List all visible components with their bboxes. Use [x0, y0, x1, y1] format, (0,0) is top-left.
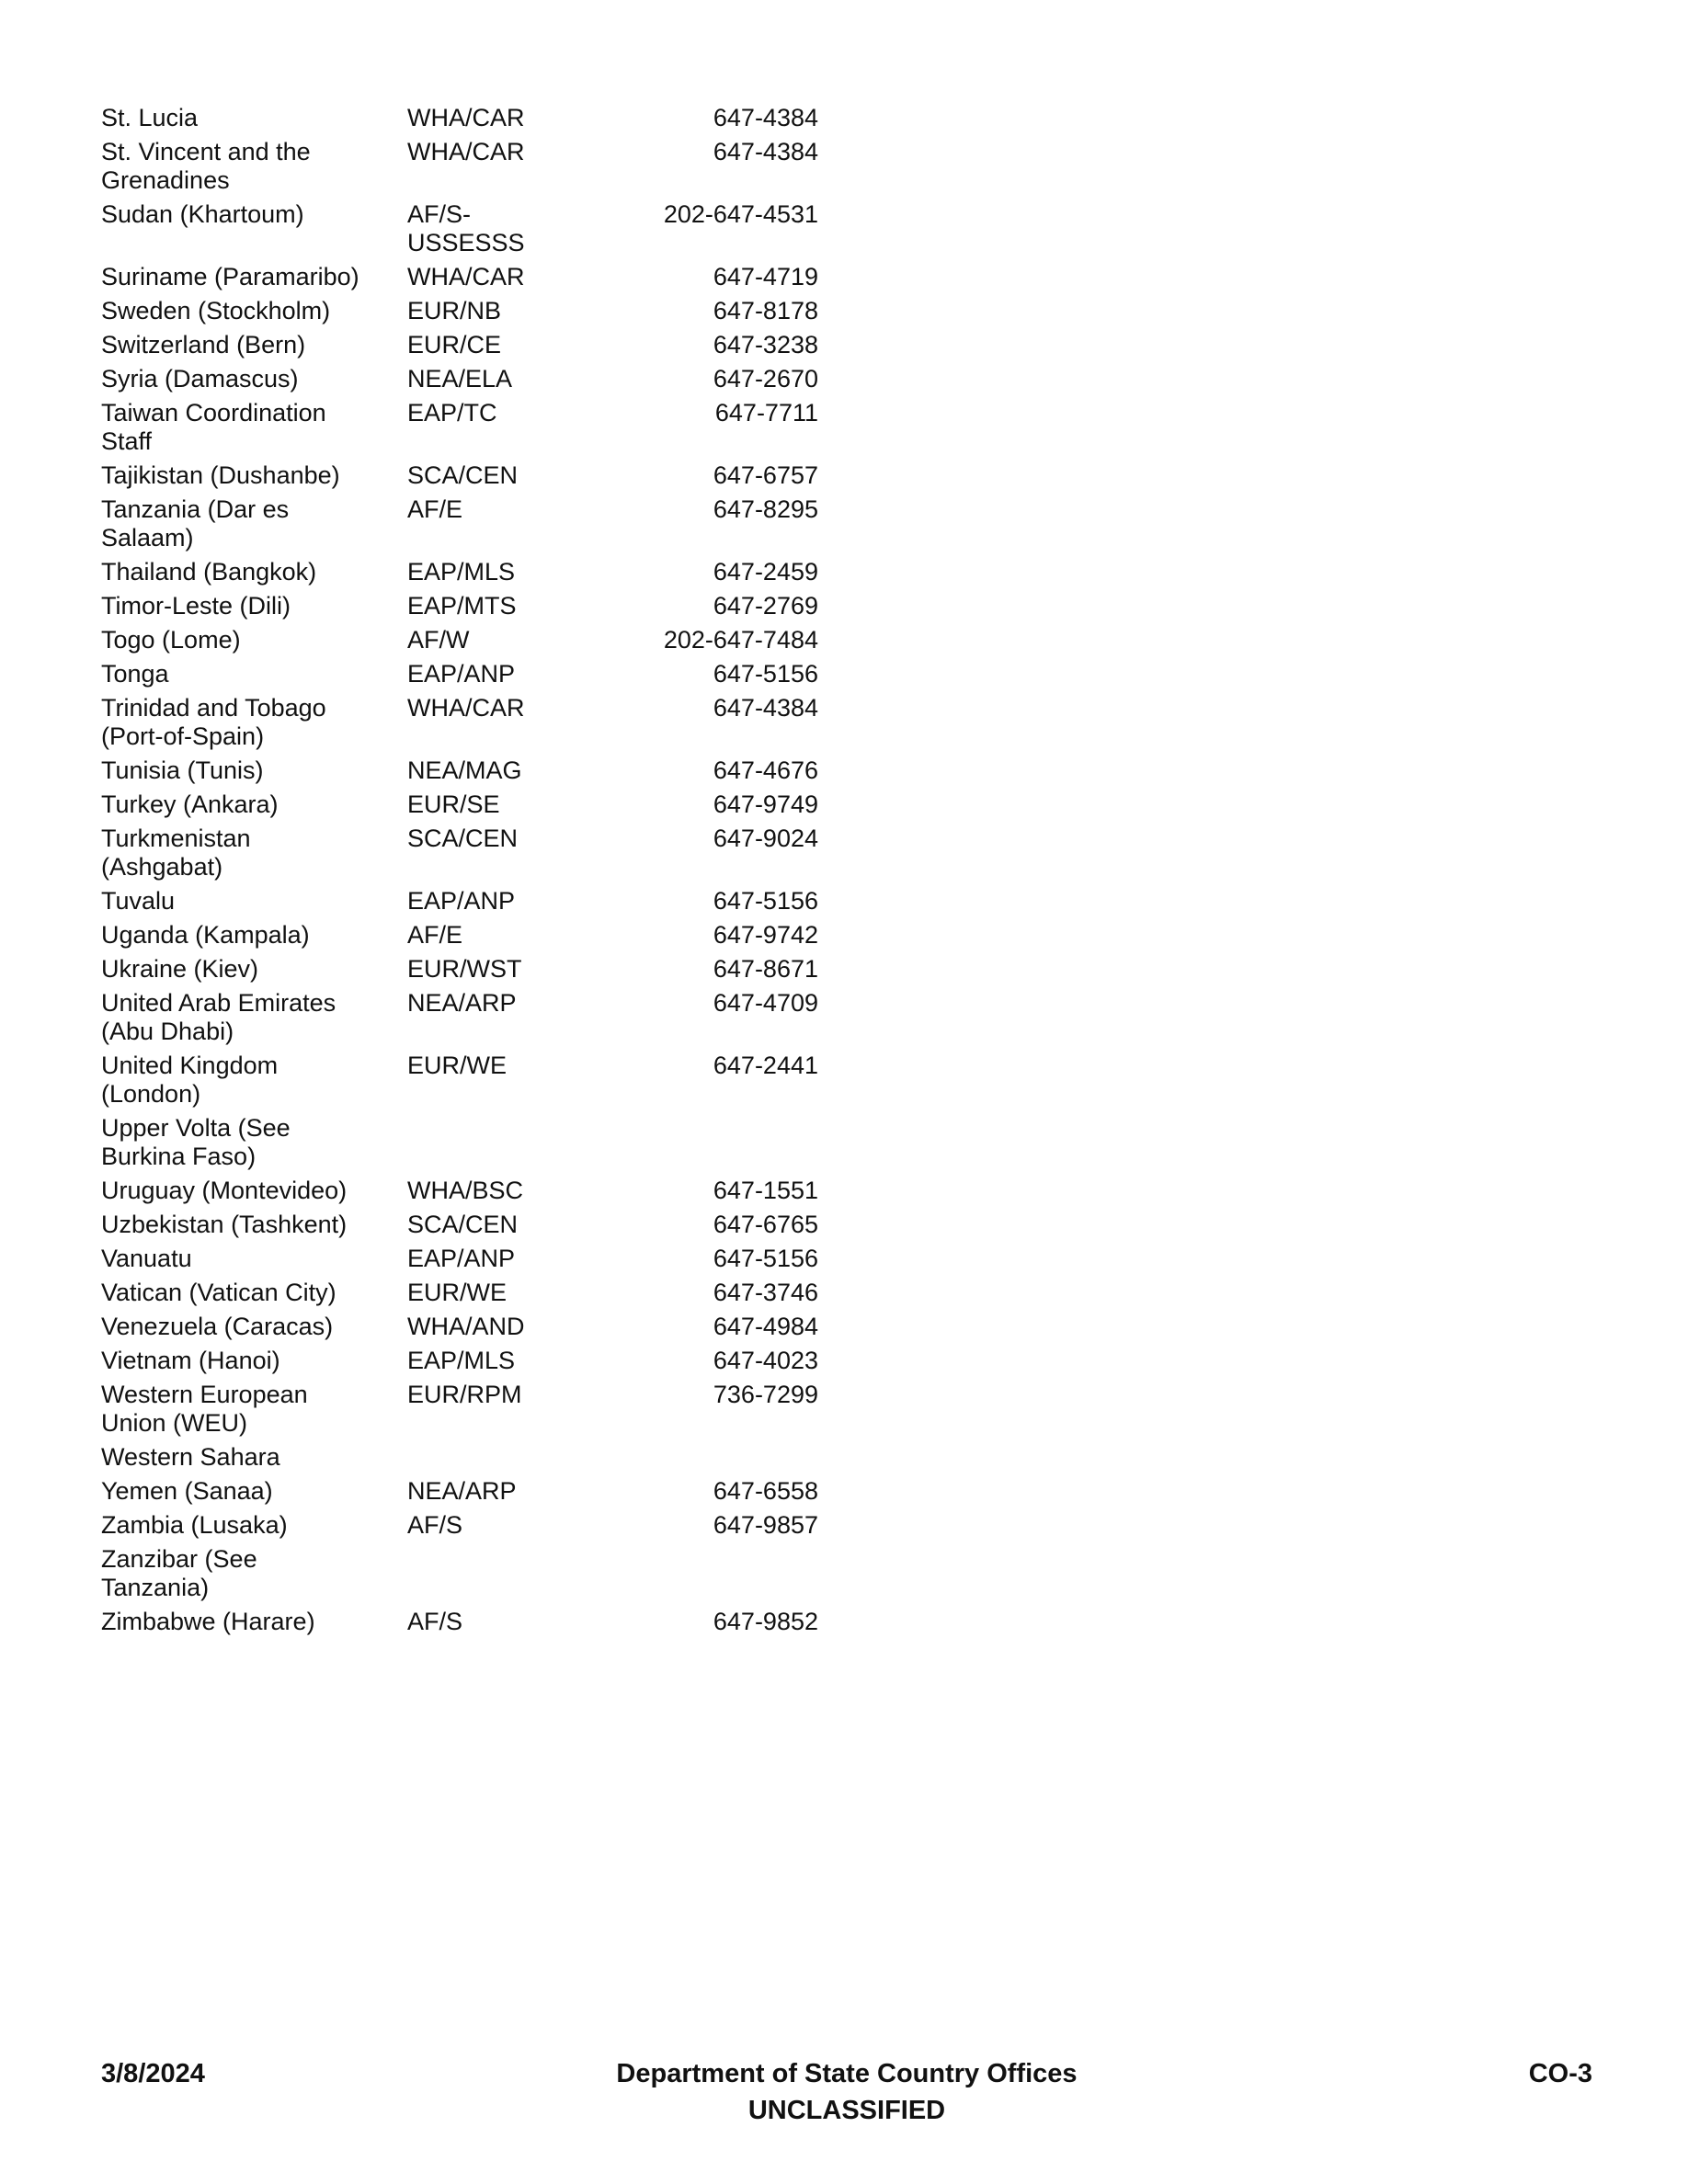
phone-number: 647-4384	[713, 694, 818, 722]
footer-page-number: CO-3	[1528, 2059, 1592, 2088]
phone-number: 647-8178	[713, 297, 818, 324]
table-row	[101, 623, 818, 657]
phone-number: 647-5156	[713, 887, 818, 915]
phone-number: 647-9749	[713, 791, 818, 818]
phone-number: 647-5156	[713, 1245, 818, 1272]
table-row	[101, 952, 818, 986]
country-name: Tonga	[101, 660, 169, 688]
country-name: Sweden (Stockholm)	[101, 297, 331, 324]
phone-number: 647-3746	[713, 1279, 818, 1306]
footer-classification: UNCLASSIFIED	[747, 2096, 946, 2125]
country-name: Uruguay (Montevideo)	[101, 1177, 348, 1204]
table-row	[101, 101, 818, 135]
phone-number: 647-2769	[713, 592, 818, 620]
phone-number: 647-6558	[713, 1477, 818, 1505]
office-code: EUR/CE	[407, 331, 502, 358]
phone-number: 647-9857	[713, 1511, 818, 1539]
phone-number: 647-4709	[713, 989, 818, 1017]
table-row	[101, 362, 818, 396]
table-row	[101, 657, 818, 691]
table-row	[101, 986, 818, 1049]
country-name: Syria (Damascus)	[101, 365, 299, 392]
table-row	[101, 135, 818, 198]
country-name: Uganda (Kampala)	[101, 921, 310, 949]
office-code: WHA/CAR	[407, 138, 525, 165]
phone-number: 647-4984	[713, 1313, 818, 1340]
office-code: EAP/ANP	[407, 887, 516, 915]
table-row	[101, 691, 818, 754]
table-row	[101, 1276, 818, 1310]
country-name: Vatican (Vatican City)	[101, 1279, 336, 1306]
office-code: EAP/TC	[407, 399, 497, 427]
table-row	[101, 1474, 818, 1508]
phone-number: 647-4719	[713, 263, 818, 290]
office-code: EUR/NB	[407, 297, 502, 324]
office-code: WHA/CAR	[407, 263, 525, 290]
phone-number: 647-4384	[713, 104, 818, 131]
footer-title: Department of State Country Offices	[616, 2059, 1078, 2088]
country-name: Vietnam (Hanoi)	[101, 1347, 280, 1374]
table-row	[101, 1174, 818, 1208]
phone-number: 647-1551	[713, 1177, 818, 1204]
phone-number: 647-4676	[713, 756, 818, 784]
country-name: Sudan (Khartoum)	[101, 200, 304, 228]
office-code: EAP/MLS	[407, 558, 516, 586]
office-code: AF/S	[407, 1511, 463, 1539]
country-name: Uzbekistan (Tashkent)	[101, 1211, 348, 1238]
table-row	[101, 459, 818, 493]
office-code: WHA/CAR	[407, 104, 525, 131]
table-row	[101, 754, 818, 788]
table-row	[101, 396, 818, 459]
country-name: Ukraine (Kiev)	[101, 955, 259, 983]
page-footer	[101, 2055, 1592, 2129]
table-row	[101, 198, 818, 260]
phone-number: 647-3238	[713, 331, 818, 358]
country-name: Western Sahara	[101, 1443, 280, 1471]
table-row	[101, 1605, 818, 1639]
table-row	[101, 1344, 818, 1378]
table-row	[101, 1242, 818, 1276]
country-name: Zanzibar (See Tanzania)	[101, 1545, 257, 1601]
office-code: AF/E	[407, 921, 463, 949]
office-code: NEA/ARP	[407, 989, 517, 1017]
country-name: United Kingdom (London)	[101, 1052, 279, 1108]
table-row	[101, 1208, 818, 1242]
country-name: Thailand (Bangkok)	[101, 558, 317, 586]
office-code: WHA/AND	[407, 1313, 525, 1340]
country-name: Turkmenistan (Ashgabat)	[101, 825, 251, 881]
phone-number: 647-4384	[713, 138, 818, 165]
country-name: Western European Union (WEU)	[101, 1381, 308, 1437]
footer-date: 3/8/2024	[101, 2059, 205, 2088]
office-code: SCA/CEN	[407, 1211, 519, 1238]
phone-number: 202-647-4531	[663, 200, 818, 228]
office-code: AF/E	[407, 495, 463, 523]
country-name: Togo (Lome)	[101, 626, 241, 654]
country-name: Taiwan Coordination Staff	[101, 399, 326, 455]
office-code: EUR/SE	[407, 791, 500, 818]
table-row	[101, 1378, 818, 1440]
office-code: EAP/MLS	[407, 1347, 516, 1374]
table-row	[101, 788, 818, 822]
office-code: WHA/CAR	[407, 694, 525, 722]
office-code: EAP/ANP	[407, 1245, 516, 1272]
country-name: Tanzania (Dar es Salaam)	[101, 495, 290, 552]
country-name: St. Vincent and the Grenadines	[101, 138, 311, 194]
office-code: NEA/ELA	[407, 365, 513, 392]
phone-number: 647-8295	[713, 495, 818, 523]
country-name: Venezuela (Caracas)	[101, 1313, 334, 1340]
country-name: Tajikistan (Dushanbe)	[101, 461, 340, 489]
country-name: Yemen (Sanaa)	[101, 1477, 273, 1505]
office-code: EAP/ANP	[407, 660, 516, 688]
office-code: WHA/BSC	[407, 1177, 524, 1204]
table-row	[101, 822, 818, 884]
office-code: EAP/MTS	[407, 592, 517, 620]
country-name: St. Lucia	[101, 104, 199, 131]
table-row	[101, 1508, 818, 1542]
phone-number: 202-647-7484	[663, 626, 818, 654]
country-name: Switzerland (Bern)	[101, 331, 306, 358]
table-row	[101, 294, 818, 328]
phone-number: 647-9742	[713, 921, 818, 949]
country-name: Zimbabwe (Harare)	[101, 1608, 315, 1635]
table-row	[101, 1542, 818, 1605]
phone-number: 647-9852	[713, 1608, 818, 1635]
phone-number: 736-7299	[713, 1381, 818, 1408]
phone-number: 647-8671	[713, 955, 818, 983]
country-name: Turkey (Ankara)	[101, 791, 279, 818]
office-code: SCA/CEN	[407, 825, 519, 852]
phone-number: 647-2670	[713, 365, 818, 392]
phone-number: 647-2441	[713, 1052, 818, 1079]
country-name: Vanuatu	[101, 1245, 192, 1272]
country-name: Tunisia (Tunis)	[101, 756, 264, 784]
country-name: Upper Volta (See Burkina Faso)	[101, 1114, 291, 1170]
office-code: SCA/CEN	[407, 461, 519, 489]
office-code: EUR/RPM	[407, 1381, 522, 1408]
phone-number: 647-6765	[713, 1211, 818, 1238]
country-name: Suriname (Paramaribo)	[101, 263, 359, 290]
office-code: EUR/WST	[407, 955, 522, 983]
office-code: AF/S-USSESSS	[407, 200, 525, 256]
phone-number: 647-7711	[714, 399, 818, 427]
table-row	[101, 1310, 818, 1344]
country-name: United Arab Emirates (Abu Dhabi)	[101, 989, 336, 1045]
office-code: NEA/ARP	[407, 1477, 517, 1505]
table-row	[101, 884, 818, 918]
table-row	[101, 1440, 818, 1474]
country-name: Trinidad and Tobago (Port-of-Spain)	[101, 694, 326, 750]
office-code: AF/S	[407, 1608, 463, 1635]
table-row	[101, 555, 818, 589]
table-row	[101, 260, 818, 294]
phone-number: 647-9024	[713, 825, 818, 852]
office-code: EUR/WE	[407, 1052, 507, 1079]
phone-number: 647-2459	[713, 558, 818, 586]
office-code: EUR/WE	[407, 1279, 507, 1306]
office-code: NEA/MAG	[407, 756, 522, 784]
table-row	[101, 328, 818, 362]
table-row	[101, 1049, 818, 1111]
phone-number: 647-4023	[713, 1347, 818, 1374]
phone-number: 647-6757	[713, 461, 818, 489]
country-name: Tuvalu	[101, 887, 176, 915]
table-row	[101, 493, 818, 555]
office-code: AF/W	[407, 626, 470, 654]
phone-number: 647-5156	[713, 660, 818, 688]
table-row	[101, 918, 818, 952]
country-name: Zambia (Lusaka)	[101, 1511, 288, 1539]
table-row	[101, 1111, 818, 1174]
country-name: Timor-Leste (Dili)	[101, 592, 291, 620]
table-row	[101, 589, 818, 623]
country-offices-table	[101, 101, 818, 1639]
